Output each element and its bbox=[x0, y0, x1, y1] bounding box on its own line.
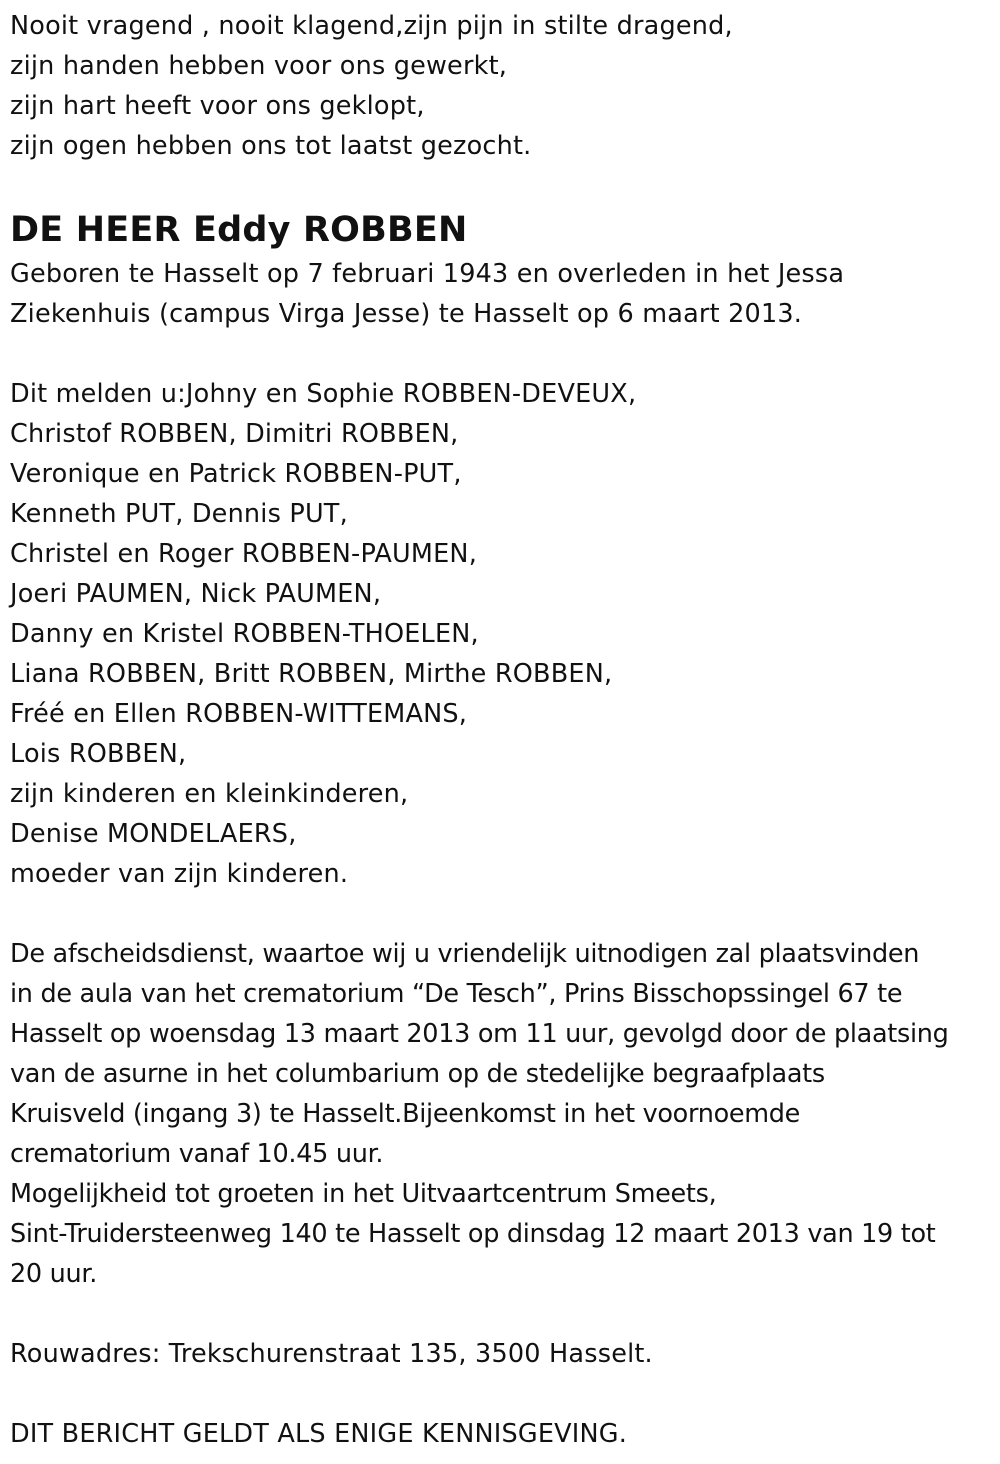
birth-death-info bbox=[10, 254, 995, 334]
poem-line: zijn ogen hebben ons tot laatst gezocht. bbox=[10, 131, 532, 161]
family-line: Denise MONDELAERS, bbox=[10, 819, 297, 849]
poem-line: zijn hart heeft voor ons geklopt, bbox=[10, 91, 425, 121]
spacer bbox=[10, 894, 995, 934]
service-line: van de asurne in het columbarium op de stedelijke begraafplaats bbox=[10, 1059, 825, 1089]
spacer bbox=[10, 166, 995, 206]
spacer bbox=[10, 1374, 995, 1414]
obituary-notice bbox=[10, 6, 995, 1454]
family-line: zijn kinderen en kleinkinderen, bbox=[10, 779, 409, 809]
poem bbox=[10, 6, 995, 166]
mourning-address: Rouwadres: Trekschurenstraat 135, 3500 Hasselt. bbox=[10, 1339, 653, 1369]
spacer bbox=[10, 1294, 995, 1334]
service-line: Sint-Truidersteenweg 140 te Hasselt op dinsdag 12 maart 2013 van 19 tot bbox=[10, 1219, 936, 1249]
service-line: De afscheidsdienst, waartoe wij u vriendelijk uitnodigen zal plaatsvinden bbox=[10, 939, 920, 969]
family-line: Danny en Kristel ROBBEN-THOELEN, bbox=[10, 619, 479, 649]
spacer bbox=[10, 334, 995, 374]
family-line: Christel en Roger ROBBEN-PAUMEN, bbox=[10, 539, 478, 569]
family-list bbox=[10, 374, 995, 894]
service-line: Mogelijkheid tot groeten in het Uitvaartcentrum Smeets, bbox=[10, 1179, 717, 1209]
family-line: Lois ROBBEN, bbox=[10, 739, 187, 769]
service-line: Hasselt op woensdag 13 maart 2013 om 11 uur, gevolgd door de plaatsing bbox=[10, 1019, 949, 1049]
birth-death-line: Ziekenhuis (campus Virga Jesse) te Hasselt op 6 maart 2013. bbox=[10, 299, 803, 329]
service-line: in de aula van het crematorium “De Tesch”, Prins Bisschopssingel 67 te bbox=[10, 979, 903, 1009]
family-line: moeder van zijn kinderen. bbox=[10, 859, 349, 889]
poem-line: zijn handen hebben voor ons gewerkt, bbox=[10, 51, 508, 81]
service-line: 20 uur. bbox=[10, 1259, 98, 1289]
service-line: crematorium vanaf 10.45 uur. bbox=[10, 1139, 384, 1169]
family-line: Veronique en Patrick ROBBEN-PUT, bbox=[10, 459, 462, 489]
family-line: Dit melden u:Johny en Sophie ROBBEN-DEVEUX, bbox=[10, 379, 637, 409]
family-line: Liana ROBBEN, Britt ROBBEN, Mirthe ROBBEN, bbox=[10, 659, 613, 689]
birth-death-line: Geboren te Hasselt op 7 februari 1943 en overleden in het Jessa bbox=[10, 259, 845, 289]
service-line: Kruisveld (ingang 3) te Hasselt.Bijeenkomst in het voornoemde bbox=[10, 1099, 801, 1129]
family-line: Joeri PAUMEN, Nick PAUMEN, bbox=[10, 579, 382, 609]
closing-notice: DIT BERICHT GELDT ALS ENIGE KENNISGEVING. bbox=[10, 1419, 628, 1449]
deceased-name: DE HEER Eddy ROBBEN bbox=[10, 210, 468, 250]
family-line: Christof ROBBEN, Dimitri ROBBEN, bbox=[10, 419, 459, 449]
service-details bbox=[10, 934, 995, 1294]
poem-line: Nooit vragend , nooit klagend,zijn pijn in stilte dragend, bbox=[10, 11, 733, 41]
family-line: Kenneth PUT, Dennis PUT, bbox=[10, 499, 348, 529]
family-line: Fréé en Ellen ROBBEN-WITTEMANS, bbox=[10, 699, 468, 729]
